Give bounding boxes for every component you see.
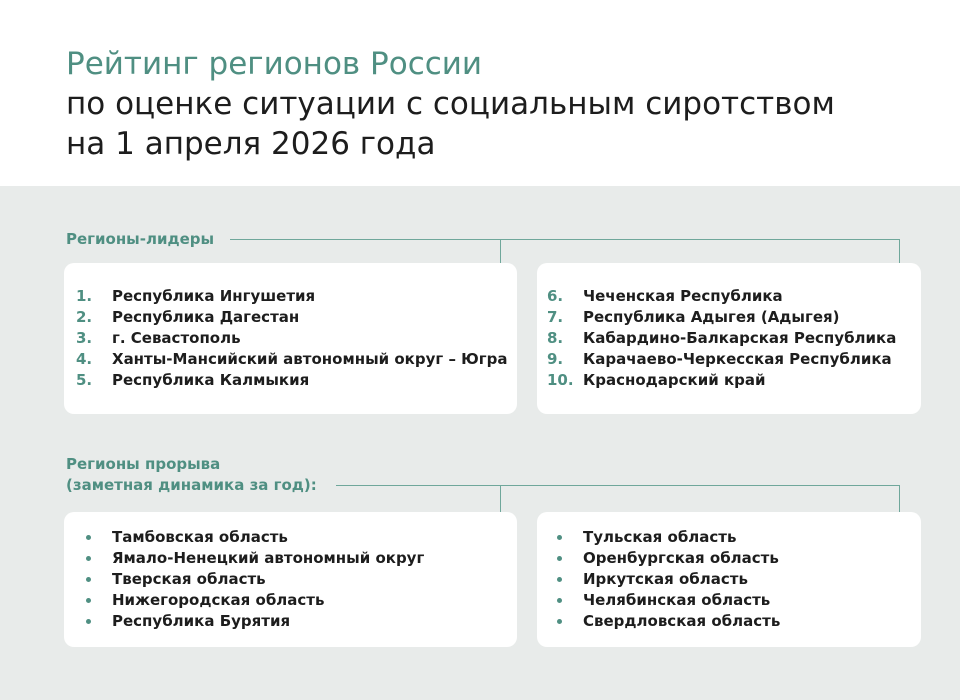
header [0,0,960,186]
list-item [547,611,780,632]
region-name: Кабардино-Балкарская Республика [583,329,897,347]
breakthrough-list-left [76,527,424,632]
rank-number: 9. [547,350,564,368]
region-name: Нижегородская область [112,591,325,609]
title-line-3: на 1 апреля 2026 года [66,126,436,162]
list-item [76,286,507,307]
list-item [76,569,424,590]
rank-number: 6. [547,287,564,305]
list-item [547,569,780,590]
bullet-icon [557,535,562,540]
breakthrough-section-label: Регионы прорыва [66,455,221,473]
list-item [76,611,424,632]
region-name: Ханты-Мансийский автономный округ – Югра [112,350,508,368]
leaders-section-label: Регионы-лидеры [66,230,215,248]
list-item [76,370,507,391]
bullet-icon [86,535,91,540]
breakthrough-list-right [547,527,780,632]
region-name: Чеченская Республика [583,287,783,305]
breakthrough-connector-left [500,485,501,512]
region-name: г. Севастополь [112,329,241,347]
breakthrough-card-right [537,512,921,647]
rank-number: 4. [76,350,93,368]
region-name: Краснодарский край [583,371,766,389]
region-name: Ямало-Ненецкий автономный округ [112,549,425,567]
breakthrough-connector-line [336,485,900,486]
leaders-list-right [547,286,896,391]
title-line-2: по оценке ситуации с социальным сиротством [66,86,835,122]
region-name: Свердловская область [583,612,781,630]
leaders-list-left [76,286,507,391]
list-item [547,527,780,548]
list-item [547,548,780,569]
list-item [547,370,896,391]
region-name: Тамбовская область [112,528,288,546]
breakthrough-section-sublabel: (заметная динамика за год): [66,476,317,494]
region-name: Республика Калмыкия [112,371,310,389]
leaders-connector-right [899,239,900,263]
list-item [547,349,896,370]
region-name: Карачаево-Черкесская Республика [583,350,892,368]
region-name: Республика Дагестан [112,308,300,326]
list-item [76,548,424,569]
leaders-connector-line [230,239,900,240]
leaders-connector-left [500,239,501,263]
list-item [547,328,896,349]
bullet-icon [86,619,91,624]
breakthrough-connector-right [899,485,900,512]
bullet-icon [86,556,91,561]
content-panel [0,186,960,700]
breakthrough-card-left [64,512,517,647]
rank-number: 5. [76,371,93,389]
rank-number: 1. [76,287,93,305]
list-item [76,590,424,611]
region-name: Тверская область [112,570,266,588]
list-item [547,286,896,307]
list-item [76,307,507,328]
bullet-icon [86,577,91,582]
list-item [76,527,424,548]
title-accent-line: Рейтинг регионов России [66,46,483,82]
list-item [547,590,780,611]
region-name: Челябинская область [583,591,771,609]
rank-number: 3. [76,329,93,347]
region-name: Республика Адыгея (Адыгея) [583,308,840,326]
rank-number: 10. [547,371,574,389]
region-name: Иркутская область [583,570,748,588]
list-item [76,328,507,349]
rank-number: 7. [547,308,564,326]
bullet-icon [557,577,562,582]
region-name: Республика Бурятия [112,612,291,630]
region-name: Оренбургская область [583,549,779,567]
rank-number: 2. [76,308,93,326]
rank-number: 8. [547,329,564,347]
list-item [76,349,507,370]
leaders-card-right [537,263,921,414]
bullet-icon [86,598,91,603]
bullet-icon [557,619,562,624]
leaders-card-left [64,263,517,414]
region-name: Республика Ингушетия [112,287,316,305]
bullet-icon [557,598,562,603]
region-name: Тульская область [583,528,737,546]
list-item [547,307,896,328]
bullet-icon [557,556,562,561]
